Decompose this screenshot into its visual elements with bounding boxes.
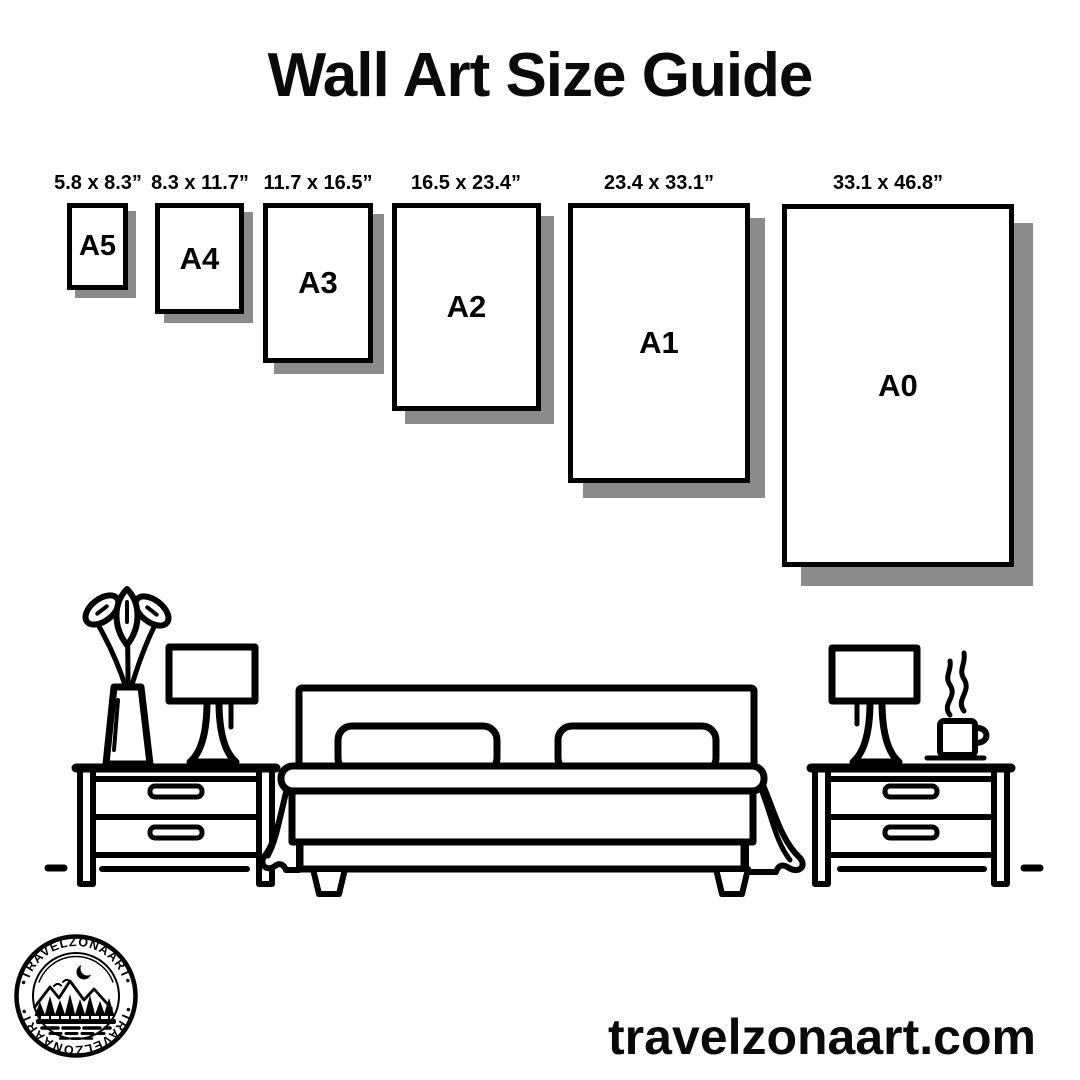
website-url: travelzonaart.com bbox=[608, 1009, 1036, 1065]
brand-logo-badge bbox=[12, 932, 140, 1060]
left-lamp-icon bbox=[169, 647, 255, 762]
size-label-a3: 11.7 x 16.5” bbox=[263, 172, 373, 194]
right-nightstand-icon bbox=[811, 768, 1011, 884]
size-label-a5: 5.8 x 8.3” bbox=[54, 172, 142, 194]
blanket-top bbox=[281, 766, 764, 791]
vase-with-leaves-icon bbox=[80, 589, 173, 764]
mattress bbox=[292, 791, 753, 842]
left-nightstand-icon bbox=[76, 768, 276, 884]
paper-a1-label: A1 bbox=[639, 325, 679, 360]
badge-text-bottom: •TRAVELZONAART• bbox=[16, 1005, 136, 1058]
size-label-a2: 16.5 x 23.4” bbox=[410, 172, 522, 194]
size-label-a0: 33.1 x 46.8” bbox=[832, 172, 944, 194]
bed-leg-right bbox=[716, 869, 748, 894]
right-lamp-icon bbox=[832, 648, 917, 762]
paper-a0-label: A0 bbox=[878, 367, 918, 403]
paper-a5-label: A5 bbox=[78, 230, 117, 262]
paper-a2-label: A2 bbox=[446, 289, 487, 324]
size-label-a1: 23.4 x 33.1” bbox=[603, 172, 715, 194]
badge-text-top: •TRAVELZONAART• bbox=[16, 934, 136, 987]
paper-a4-label: A4 bbox=[179, 240, 220, 276]
coffee-cup-icon bbox=[927, 653, 986, 758]
paper-a3-label: A3 bbox=[298, 265, 338, 300]
page-title: Wall Art Size Guide bbox=[267, 41, 813, 110]
bed-frame bbox=[300, 842, 744, 869]
bed-leg-left bbox=[313, 869, 345, 894]
bed-icon bbox=[262, 688, 802, 894]
size-label-a4: 8.3 x 11.7” bbox=[151, 172, 249, 194]
